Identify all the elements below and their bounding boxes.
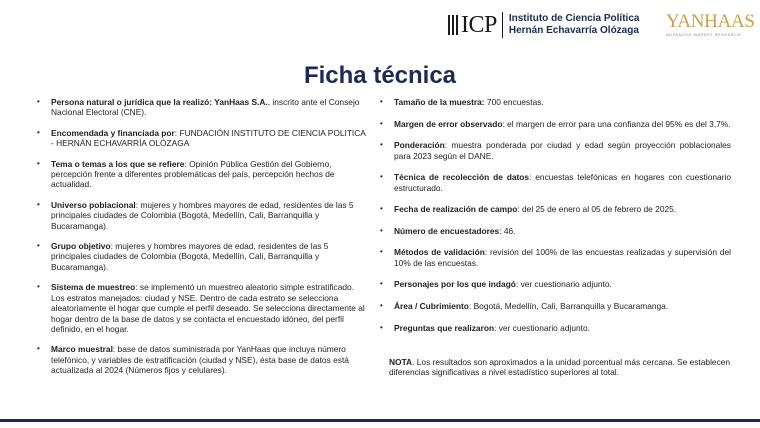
yanhaas-logo <box>666 11 755 37</box>
icp-institute-name <box>509 13 640 37</box>
item-text: : muestra ponderada por ciudad y edad según proyección poblacionales para 2023 según el DANE. <box>394 140 731 161</box>
item-text: : mujeres y hombres mayores de edad, residentes de las 5 principales ciudades de Colombia (Bogotá, Medellín, Cali, Barranquilla y Bucaramanga). <box>51 241 329 272</box>
item-label: Ponderación <box>394 140 445 151</box>
list-item-numero-encuestadores <box>379 226 731 236</box>
nota-text: . Los resultados son aproximados a la unidad porcentual más cercana. Se establecen diferencias significativas a nivel estadístico superiores al total. <box>389 357 731 378</box>
item-label: Encomendada y financiada por <box>51 127 175 138</box>
list-item-tamano-muestra <box>379 97 731 107</box>
list-item-universo <box>36 200 366 231</box>
nota-label: NOTA <box>389 357 413 367</box>
icp-logo-text: ICP <box>461 12 497 38</box>
item-label: Margen de error observado <box>394 118 503 129</box>
item-text: : base de datos suministrada por YanHaas que incluya número telefónico, y variables de estratificación (ciudad y NSE), ésta base de datos está actualizada al 2024 (Números fijos y celulares). <box>51 344 349 376</box>
right-column <box>379 97 731 344</box>
nota-paragraph <box>389 357 734 378</box>
icp-name-line1: Instituto de Ciencia Política <box>508 13 640 24</box>
item-text: , inscrito ante el Consejo Nacional Electoral (CNE). <box>51 97 360 118</box>
list-item-marco-muestral <box>36 344 366 375</box>
list-item-sistema-muestreo <box>36 282 366 334</box>
list-item-grupo-objetivo <box>36 241 366 272</box>
left-column <box>36 97 366 386</box>
list-item-area-cubrimiento <box>379 301 731 311</box>
list-item-tema <box>36 159 366 190</box>
item-text: : encuestas telefónicas en hogares con cuestionario estructurado. <box>394 172 731 193</box>
list-item-margen-error <box>379 119 731 129</box>
item-text: 700 encuestas. <box>484 97 544 107</box>
item-text: : Bogotá, Medellín, Cali, Barranquilla y Bucaramanga. <box>468 300 669 311</box>
list-item-encomendada <box>36 128 366 149</box>
icp-bars-icon <box>448 15 458 35</box>
list-item-metodos-validacion <box>379 247 731 268</box>
list-item-preguntas <box>379 323 731 333</box>
item-text: : ver cuestionario adjunto. <box>515 279 612 290</box>
list-item-tecnica-recoleccion <box>379 172 731 193</box>
item-label: Fecha de realización de campo <box>394 204 518 215</box>
item-label: Tema o temas a los que se refiere <box>51 158 185 169</box>
item-label: Tamaño de la muestra: <box>394 97 485 107</box>
item-label: Universo poblacional <box>51 199 136 210</box>
item-text: : revisión del 100% de las encuestas realizadas y supervisión del 10% de las encuestas. <box>394 247 731 268</box>
yanhaas-logo-text: YANHAAS <box>666 11 755 32</box>
item-label: Persona natural o jurídica que la realizó: YanHaas S.A. <box>51 97 268 107</box>
icp-name-line2: Hernán Echavarría Olózaga <box>508 25 639 36</box>
icp-divider <box>502 12 503 38</box>
yanhaas-tagline: ADVANCED MARKET RESEARCH <box>666 32 741 37</box>
item-label: Número de encuestadores <box>394 225 500 236</box>
item-label: Técnica de recolección de datos <box>394 172 530 183</box>
icp-logo <box>448 12 639 38</box>
item-label: Personajes por los que indagó <box>394 279 516 290</box>
bottom-divider <box>0 419 760 422</box>
item-text: : se implementó un muestreo aleatorio simple estratificado. Los estratos manejados: ciudad y NSE. Dentro de cada estrato se selecciona aleatoriamente el hogar que cumple el perfil deseado. Se selecciona directamente al hogar dentro de la base de datos y se contacta el encuestado idóneo, del perfil definido, en el hogar. <box>51 282 365 334</box>
list-item-ponderacion <box>379 140 731 161</box>
item-label: Grupo objetivo <box>51 241 111 252</box>
item-text: : 46. <box>499 225 516 236</box>
item-label: Métodos de validación <box>394 247 485 258</box>
item-label: Sistema de muestreo <box>51 282 136 293</box>
item-text: : mujeres y hombres mayores de edad, residentes de las 5 principales ciudades de Colombia (Bogotá, Medellín, Cali, Barranquilla y Bucaramanga). <box>51 199 354 231</box>
list-item-personajes <box>379 279 731 289</box>
item-label: Marco muestral <box>51 344 113 355</box>
item-text: : ver cuestionario adjunto. <box>494 322 590 333</box>
page-title: Ficha técnica <box>303 62 457 89</box>
item-text: : FUNDACIÓN INSTITUTO DE CIENCIA POLITICA - HERNÁN ECHAVARRÍA OLÓZAGA <box>51 127 366 149</box>
list-item-fecha-campo <box>379 204 731 214</box>
item-label: Preguntas que realizaron <box>394 322 495 333</box>
item-text: : el margen de error para una confianza del 95% es del 3,7%. <box>502 118 731 129</box>
item-label: Área / Cubrimiento <box>394 300 469 311</box>
list-item-persona-natural <box>36 97 366 118</box>
item-text: : Opinión Pública Gestión del Gobierno, percepción frente a diferentes problemáticas del país, percepción hechos de actualidad. <box>51 158 335 190</box>
item-text: : del 25 de enero al 05 de febrero de 2025. <box>517 204 677 215</box>
